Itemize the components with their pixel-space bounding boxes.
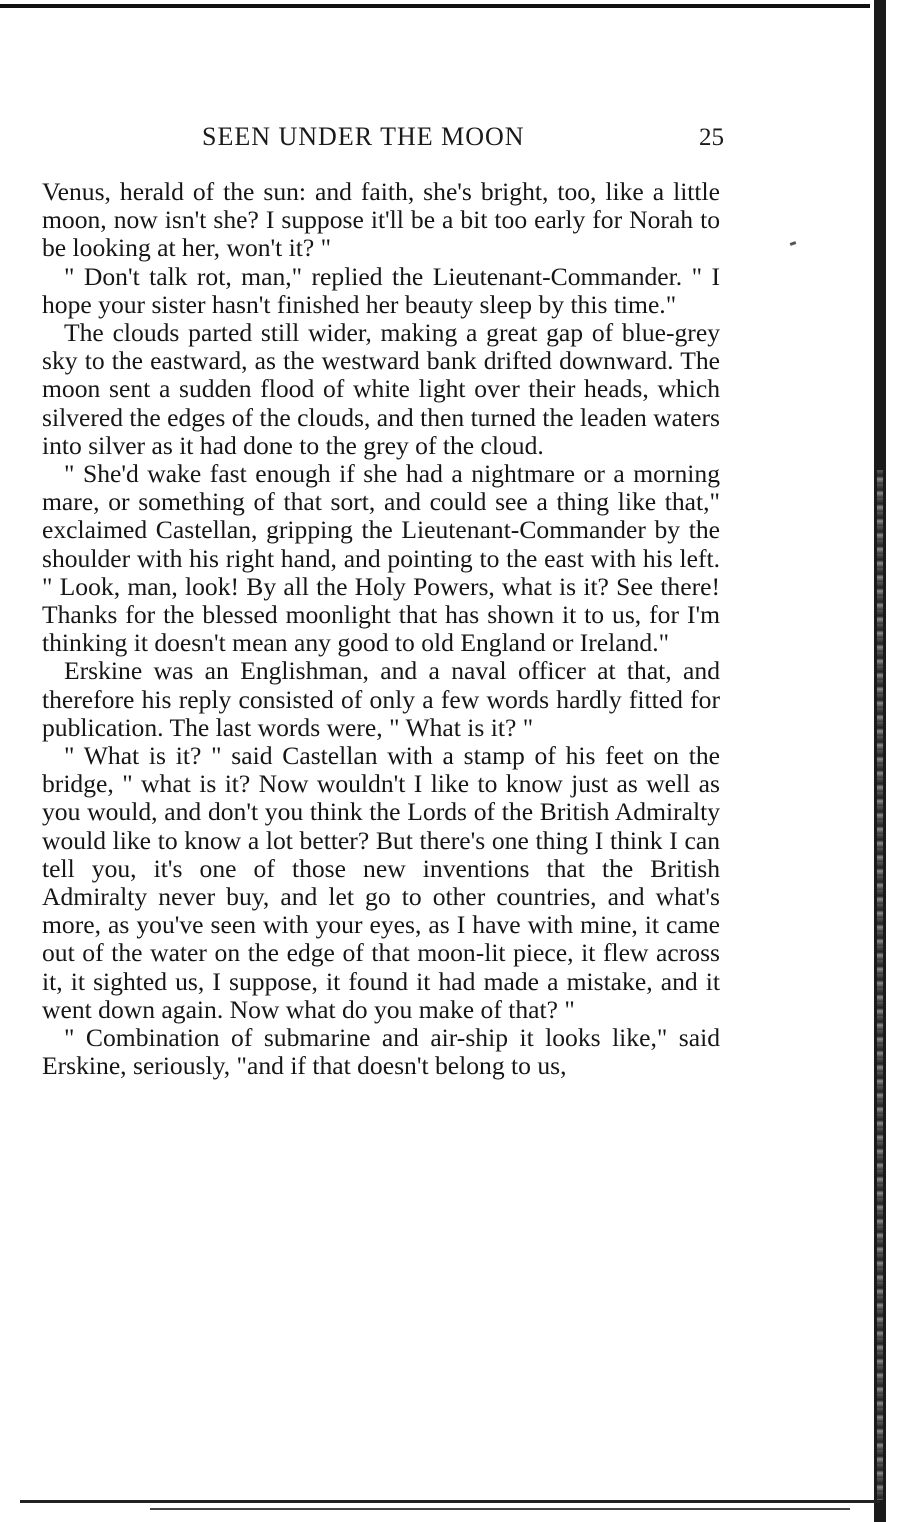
paragraph-3: The clouds parted still wider, making a great gap of blue-grey sky to the eastward, as the westward bank drifted downward. The moon sent a sudden flood of white light over their heads, which silvered the edges of the clouds, and then turned the leaden waters into silver as it had done to the grey of the cloud. [42,318,720,460]
scan-top-edge [0,4,870,8]
scan-bottom-edge [20,1500,880,1503]
paragraph-4: " She'd wake fast enough if she had a nightmare or a morning mare, or something of that sort, and could see a thing like that," exclaimed Castellan, gripping the Lieutenant-Commander by the shoulder with his right hand, and pointing to the east with his left. " Look, man, look! By all the Holy Powers, what is it? See there! Thanks for the blessed moonlight that has shown it to us, for I'm thinking it doesn't mean any good to old England or Ireland." [42,459,720,658]
book-spine-edge [877,470,883,1500]
paragraph-2: " Don't talk rot, man," replied the Lieutenant-Commander. " I hope your sister hasn't finished her beauty sleep by this time." [42,261,720,319]
ink-speck [790,241,797,246]
body-text [42,178,720,1081]
paragraph-1: Venus, herald of the sun: and faith, she's bright, too, like a little moon, now isn't she? I suppose it'll be a bit too early for Norah to be looking at her, won't it? " [42,177,720,263]
page-number: 25 [699,124,724,151]
running-head [40,118,724,158]
scan-bottom-edge-shadow [150,1508,850,1510]
paragraph-7: " Combination of submarine and air-ship it looks like," said Erskine, seriously, "and if that doesn't belong to us, [42,1023,720,1081]
paragraph-5: Erskine was an Englishman, and a naval officer at that, and therefore his reply consisted of only a few words hardly fitted for publication. The last words were, " What is it? " [42,656,720,742]
paragraph-6: " What is it? " said Castellan with a stamp of his feet on the bridge, " what is it? Now wouldn't I like to know just as well as you would, and don't you think the Lords of the British Admiralty would like to know a lot better? But there's one thing I think I can tell you, it's one of those new inventions that the British Admiralty never buy, and let go to other countries, and what's more, as you've seen with your eyes, as I have with mine, it came out of the water on the edge of that moon-lit piece, it flew across it, it sighted us, I suppose, it found it had made a mistake, and it went down again. Now what do you make of that? " [42,741,720,1024]
running-title: SEEN UNDER THE MOON [202,122,525,151]
